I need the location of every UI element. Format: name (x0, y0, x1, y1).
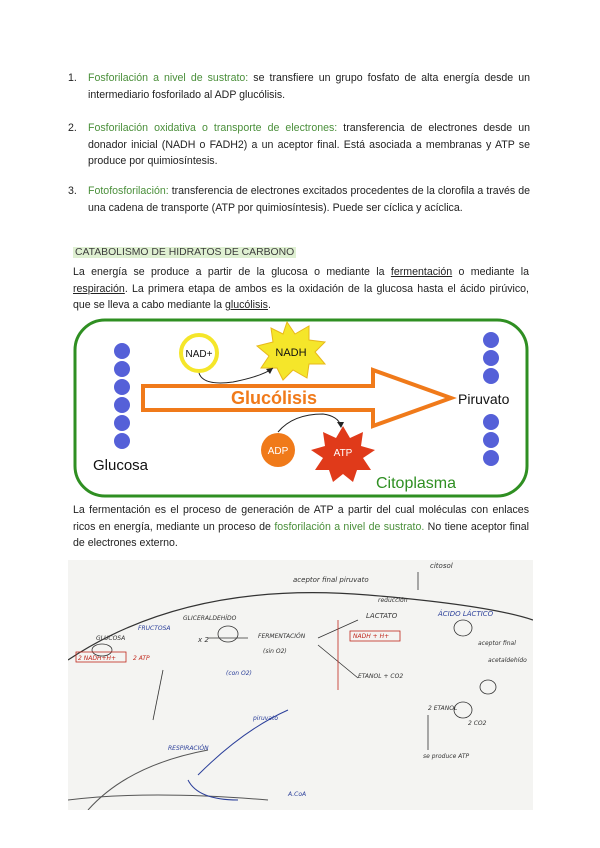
note-respiracion: RESPIRACIÓN (168, 745, 209, 752)
note-citosol: citosol (430, 562, 453, 570)
adp-label: ADP (267, 446, 289, 457)
pyruvate-chain-top (483, 332, 499, 384)
nadh-label: NADH (275, 347, 307, 359)
text: o mediante la (452, 266, 529, 278)
glucosa-label: Glucosa (93, 457, 149, 474)
piruvato-label: Piruvato (458, 391, 510, 407)
list-number: 1. (68, 72, 77, 84)
nad-label: NAD+ (185, 349, 213, 360)
note-x2: x 2 (198, 636, 209, 644)
list-term: Fosforilación oxidativa o transporte de electrones: (88, 122, 338, 134)
note-glicer: GLICERALDEHÍDO (183, 615, 237, 622)
section-heading: CATABOLISMO DE HIDRATOS DE CARBONO (75, 247, 295, 258)
note-2etanol: 2 ETANOL (428, 705, 458, 712)
term-fermentacion: fermentación (390, 266, 453, 278)
text: . (267, 299, 271, 311)
note-reduccion: reducción (378, 597, 408, 604)
note-etanol: ETANOL + CO2 (358, 673, 404, 680)
list-item (68, 183, 530, 216)
text: La energía se produce a partir de la glucosa o mediante la (73, 266, 391, 278)
note-acetald: acetaldehído (488, 657, 527, 664)
list-item (68, 120, 531, 170)
note-lactico: ÁCIDO LÁCTICO (438, 610, 494, 618)
citoplasma-label: Citoplasma (376, 475, 457, 492)
note-aceptor2: aceptor final (478, 640, 516, 647)
paragraph-intro (73, 264, 529, 314)
note-fermentacion: FERMENTACIÓN (258, 633, 306, 640)
pyruvate-chain-bottom (483, 414, 499, 466)
text: . La primera etapa de ambos es la oxidación de la glucosa hasta el ácido pirúvico, que se lleva a cabo mediante la (73, 282, 529, 311)
list-text: transferencia de electrones excitados procedentes de la clorofila a través de una cadena de transporte (ATP por quimiosíntesis). Puede ser cíclica y acíclica. (88, 185, 530, 214)
note-cono2: (con O2) (226, 670, 252, 677)
glycolysis-diagram (73, 318, 529, 498)
note-nadh: 2 NADH+H+ (78, 655, 117, 662)
term-fosforilacion: fosforilación a nivel de sustrato. (274, 520, 425, 533)
list-term: Fotofosforilación: (88, 185, 169, 197)
note-sino2: (sin O2) (263, 648, 287, 655)
list-text: se transfiere un grupo fosfato de alta energía desde un intermediario fosforilado al ADP glucólisis. (88, 72, 531, 101)
glucolisis-label: Glucólisis (231, 388, 318, 408)
list-text: transferencia de electrones desde un donador inicial (NADH o FADH2) a un aceptor final. Está asociada a membranas y ATP se produce por quimiosíntesis. (88, 122, 531, 167)
note-aceptor: aceptor final piruvato (293, 576, 369, 584)
list-item (68, 70, 531, 103)
note-atp2: se produce ATP (423, 753, 470, 760)
list-number: 3. (68, 185, 77, 197)
paragraph-fermentacion (73, 502, 529, 552)
note-acoa: A.CoA (288, 791, 307, 798)
term-glucolisis: glucólisis (224, 299, 268, 311)
note-glucosa: GLUCOSA (96, 635, 126, 642)
atp-label: ATP (333, 448, 353, 459)
list-number: 2. (68, 122, 77, 134)
note-nadh2: NADH + H+ (353, 633, 390, 640)
term-respiracion: respiración (73, 282, 125, 295)
text: La fermentación es el proceso de generación de ATP a partir del cual moléculas con enlaces ricos en energía, mediante un proceso de (73, 504, 529, 533)
note-lactato: LACTATO (366, 612, 398, 620)
list-term: Fosforilación a nivel de sustrato: (88, 72, 249, 84)
note-atp: 2 ATP (133, 655, 150, 662)
text: No tiene aceptor final de electrones externo. (73, 520, 530, 549)
handwritten-notes (68, 560, 533, 810)
note-2co2: 2 CO2 (468, 720, 487, 727)
note-fructosa: FRUCTOSA (138, 625, 171, 632)
note-piruvato: piruvato (253, 715, 278, 722)
